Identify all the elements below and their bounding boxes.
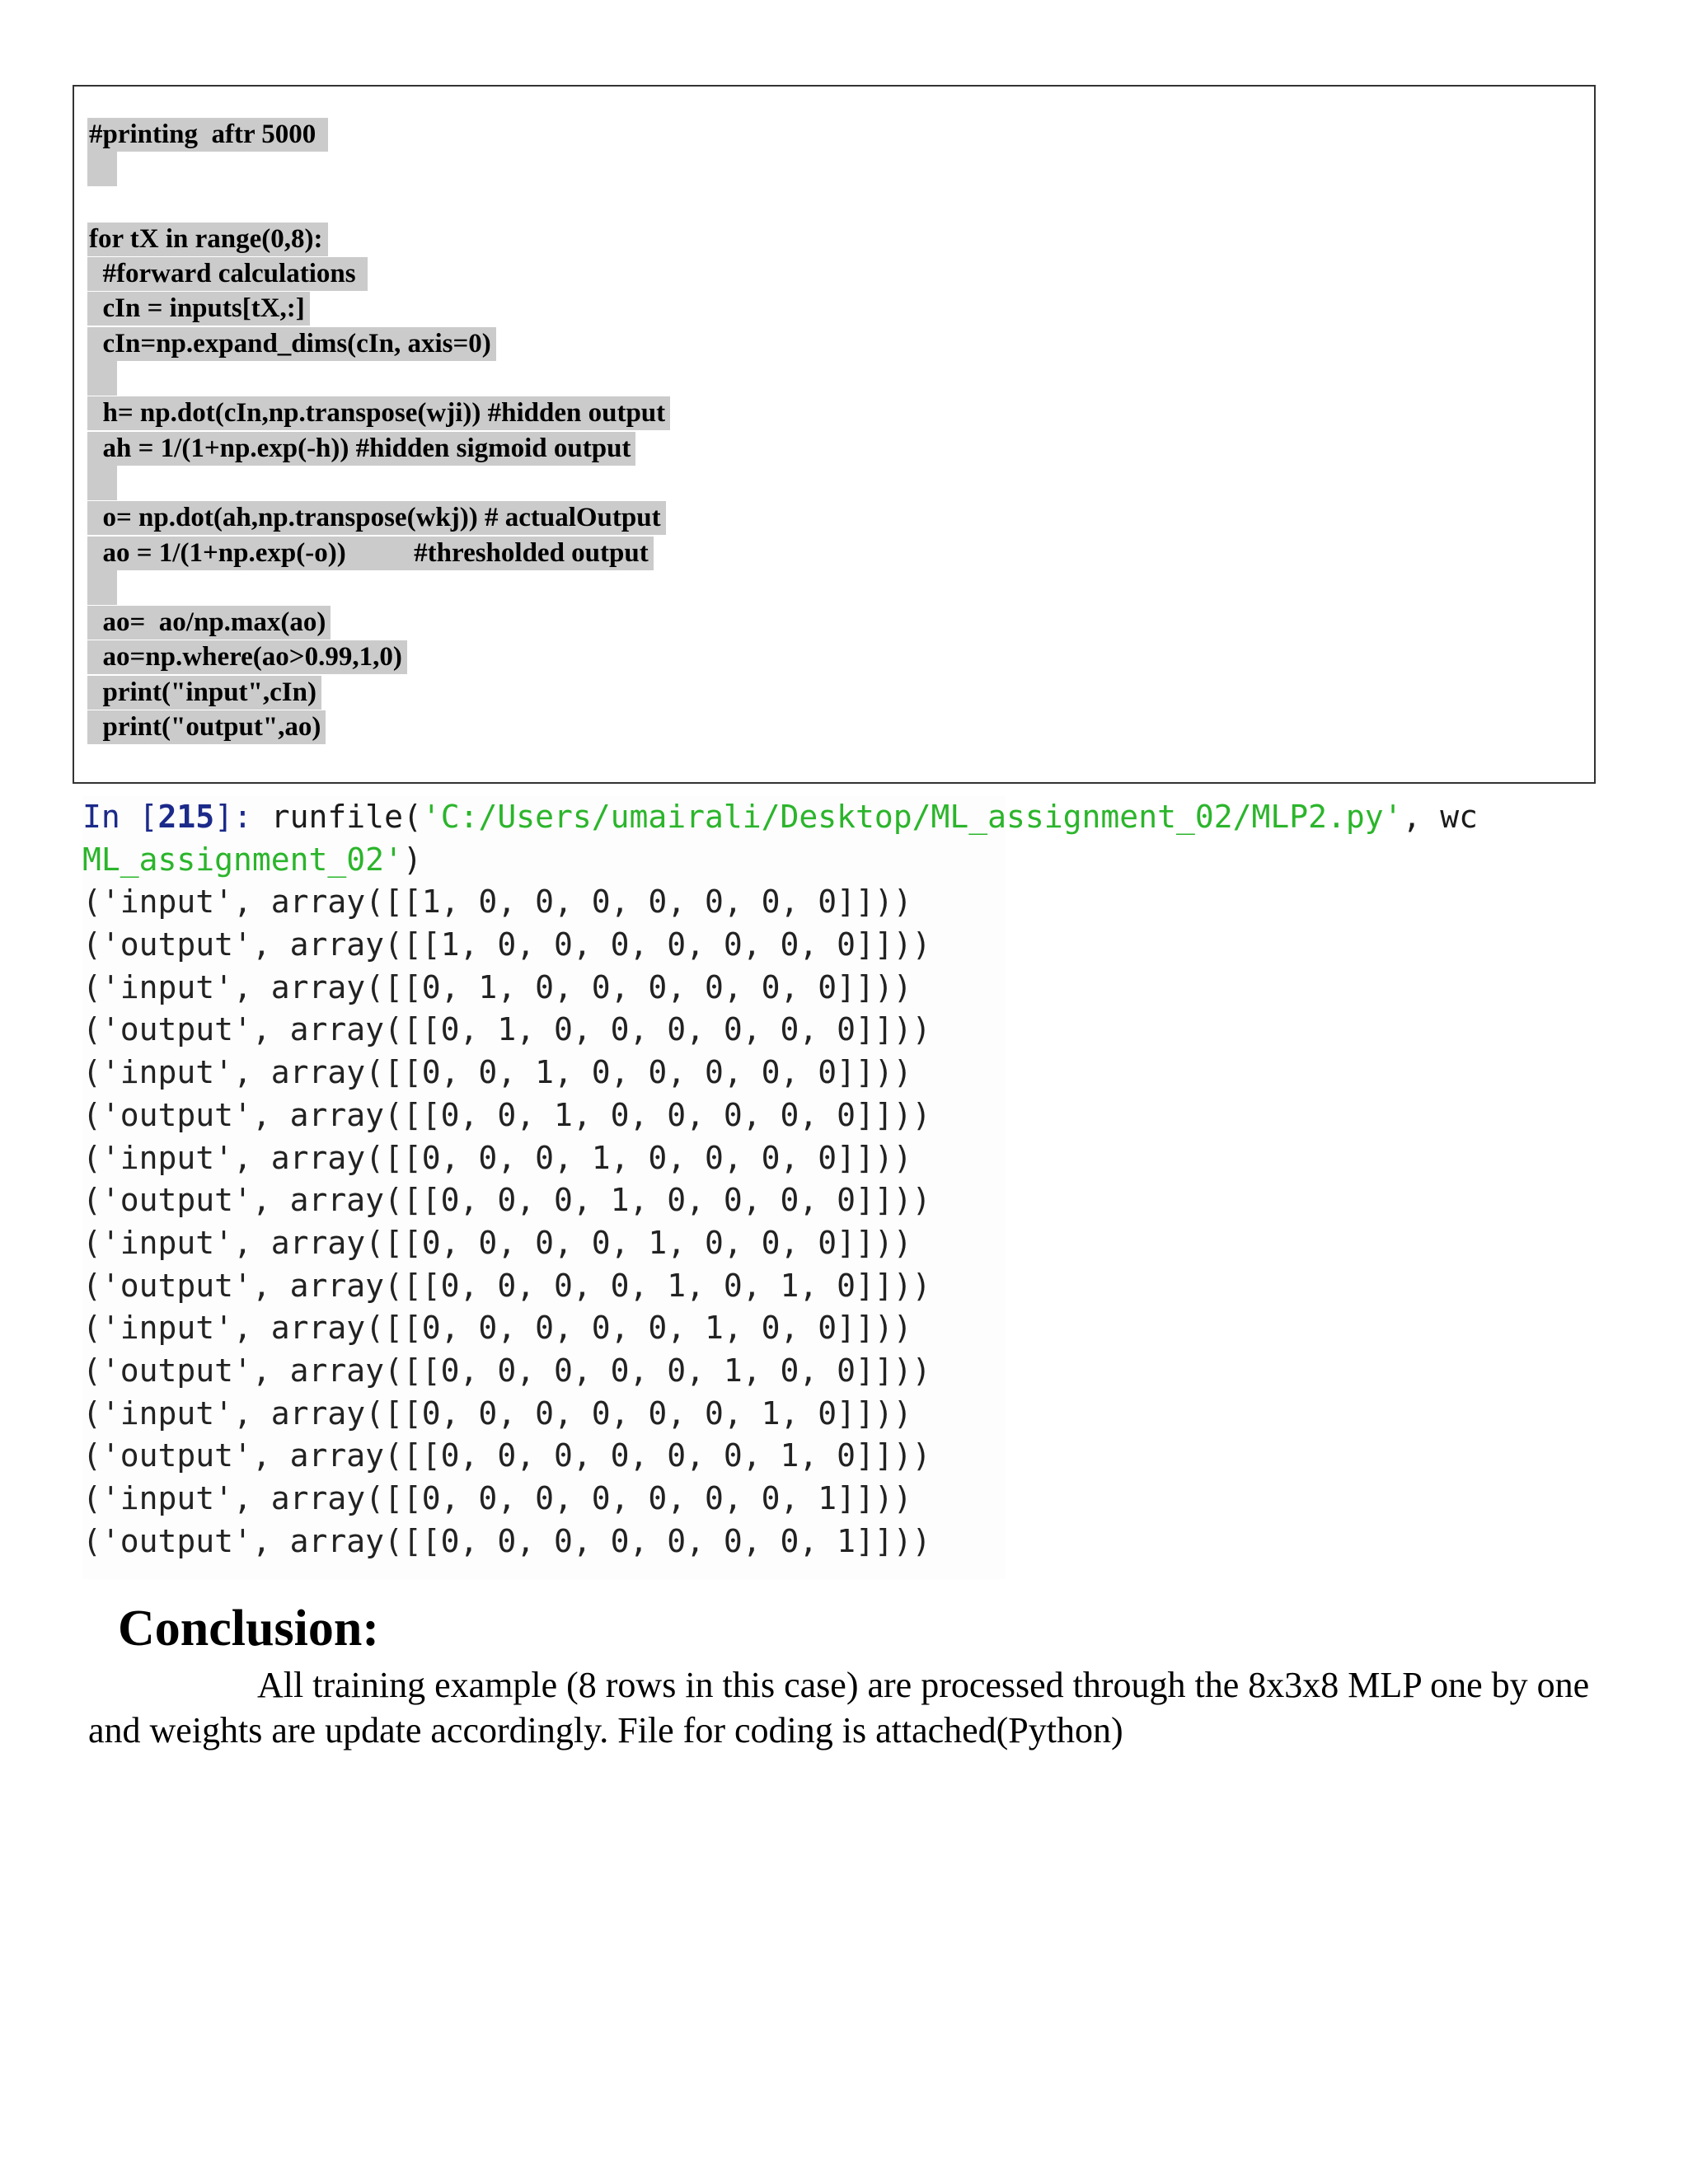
code-line (87, 640, 670, 674)
code-blank-highlight (87, 361, 117, 396)
code-line (87, 222, 670, 256)
code-line (87, 605, 670, 640)
console-command-line (82, 796, 1478, 839)
code-block (87, 117, 670, 744)
code-line (87, 570, 670, 605)
command-continuation: ML_assignment_02' (82, 841, 403, 878)
console-screenshot (82, 796, 1478, 1579)
console-output-line: ('output', array([[0, 0, 1, 0, 0, 0, 0, 0]])) (82, 1096, 931, 1133)
console-output-line: ('input', array([[0, 0, 0, 0, 0, 0, 0, 1]])) (82, 1480, 912, 1516)
code-line (87, 187, 670, 222)
console-output-line: ('input', array([[0, 0, 0, 1, 0, 0, 0, 0]])) (82, 1139, 912, 1176)
code-line (87, 396, 670, 430)
prompt-suffix: ]: (214, 799, 271, 835)
code-text: ao=np.where(ao>0.99,1,0) (87, 640, 407, 674)
code-line (87, 431, 670, 466)
code-blank-highlight (87, 570, 117, 605)
console-output-line: ('input', array([[0, 0, 0, 0, 0, 0, 1, 0]])) (82, 1394, 912, 1432)
command-tail: , wc (1402, 799, 1478, 835)
code-text: print("output",ao) (87, 710, 326, 744)
code-text: #forward calculations (87, 257, 368, 291)
code-line (87, 536, 670, 570)
console-output-line: ('output', array([[0, 0, 0, 0, 1, 0, 1, 0]])) (82, 1267, 931, 1304)
console-output-line: ('input', array([[0, 1, 0, 0, 0, 0, 0, 0]])) (82, 968, 912, 1005)
console-output-line: ('input', array([[0, 0, 1, 0, 0, 0, 0, 0]])) (82, 1054, 912, 1091)
console-output-line: ('output', array([[1, 0, 0, 0, 0, 0, 0, 0]])) (82, 926, 931, 963)
code-line (87, 675, 670, 710)
console-output-line: ('output', array([[0, 0, 0, 0, 0, 1, 0, 0]])) (82, 1352, 931, 1389)
code-line (87, 117, 670, 152)
conclusion-paragraph: All training example (8 rows in this case) are processed through the 8x3x8 MLP one by one and weights are update accordingly. File for coding is attached(Python) (88, 1665, 1590, 1750)
code-line (87, 710, 670, 744)
code-text: #printing aftr 5000 (87, 118, 328, 152)
command-name: runfile( (270, 799, 422, 835)
code-text: for tX in range(0,8): (87, 223, 328, 256)
code-line (87, 500, 670, 535)
code-line (87, 466, 670, 500)
console-output-line: ('input', array([[0, 0, 0, 0, 1, 0, 0, 0]])) (82, 1224, 912, 1261)
code-text: h= np.dot(cIn,np.transpose(wji)) #hidden output (87, 396, 670, 430)
code-text: print("input",cIn) (87, 676, 321, 710)
command-path: 'C:/Users/umairali/Desktop/ML_assignment_02/MLP2.py' (421, 799, 1403, 835)
code-text: o= np.dot(ah,np.transpose(wkj)) # actualOutput (87, 501, 666, 535)
code-blank-highlight (87, 152, 117, 186)
code-text: ah = 1/(1+np.exp(-h)) #hidden sigmoid output (87, 432, 635, 466)
console-output-line: ('output', array([[0, 0, 0, 0, 0, 0, 1, 0]])) (82, 1437, 931, 1474)
code-text: cIn=np.expand_dims(cIn, axis=0) (87, 327, 496, 361)
code-text: ao = 1/(1+np.exp(-o)) #thresholded output (87, 537, 654, 570)
console-output-line: ('input', array([[0, 0, 0, 0, 0, 1, 0, 0]])) (82, 1310, 912, 1347)
code-line (87, 256, 670, 291)
console-output-line: ('input', array([[1, 0, 0, 0, 0, 0, 0, 0]])) (82, 883, 912, 921)
code-line (87, 152, 670, 186)
console-output-line: ('output', array([[0, 1, 0, 0, 0, 0, 0, 0]])) (82, 1011, 931, 1048)
code-line (87, 326, 670, 361)
code-text: cIn = inputs[tX,:] (87, 292, 310, 326)
code-line (87, 291, 670, 326)
code-line (87, 361, 670, 396)
console-output-line: ('output', array([[0, 0, 0, 1, 0, 0, 0, 0]])) (82, 1182, 931, 1219)
console-command-line (82, 839, 1006, 882)
code-text: ao= ao/np.max(ao) (87, 606, 331, 640)
command-close-paren: ) (402, 841, 422, 878)
code-blank-highlight (87, 466, 117, 500)
console-output-line: ('output', array([[0, 0, 0, 0, 0, 0, 0, 1]])) (82, 1522, 931, 1559)
conclusion-heading: Conclusion: (118, 1601, 379, 1657)
prompt-prefix: In [ (82, 799, 158, 835)
prompt-number: 215 (157, 799, 215, 835)
